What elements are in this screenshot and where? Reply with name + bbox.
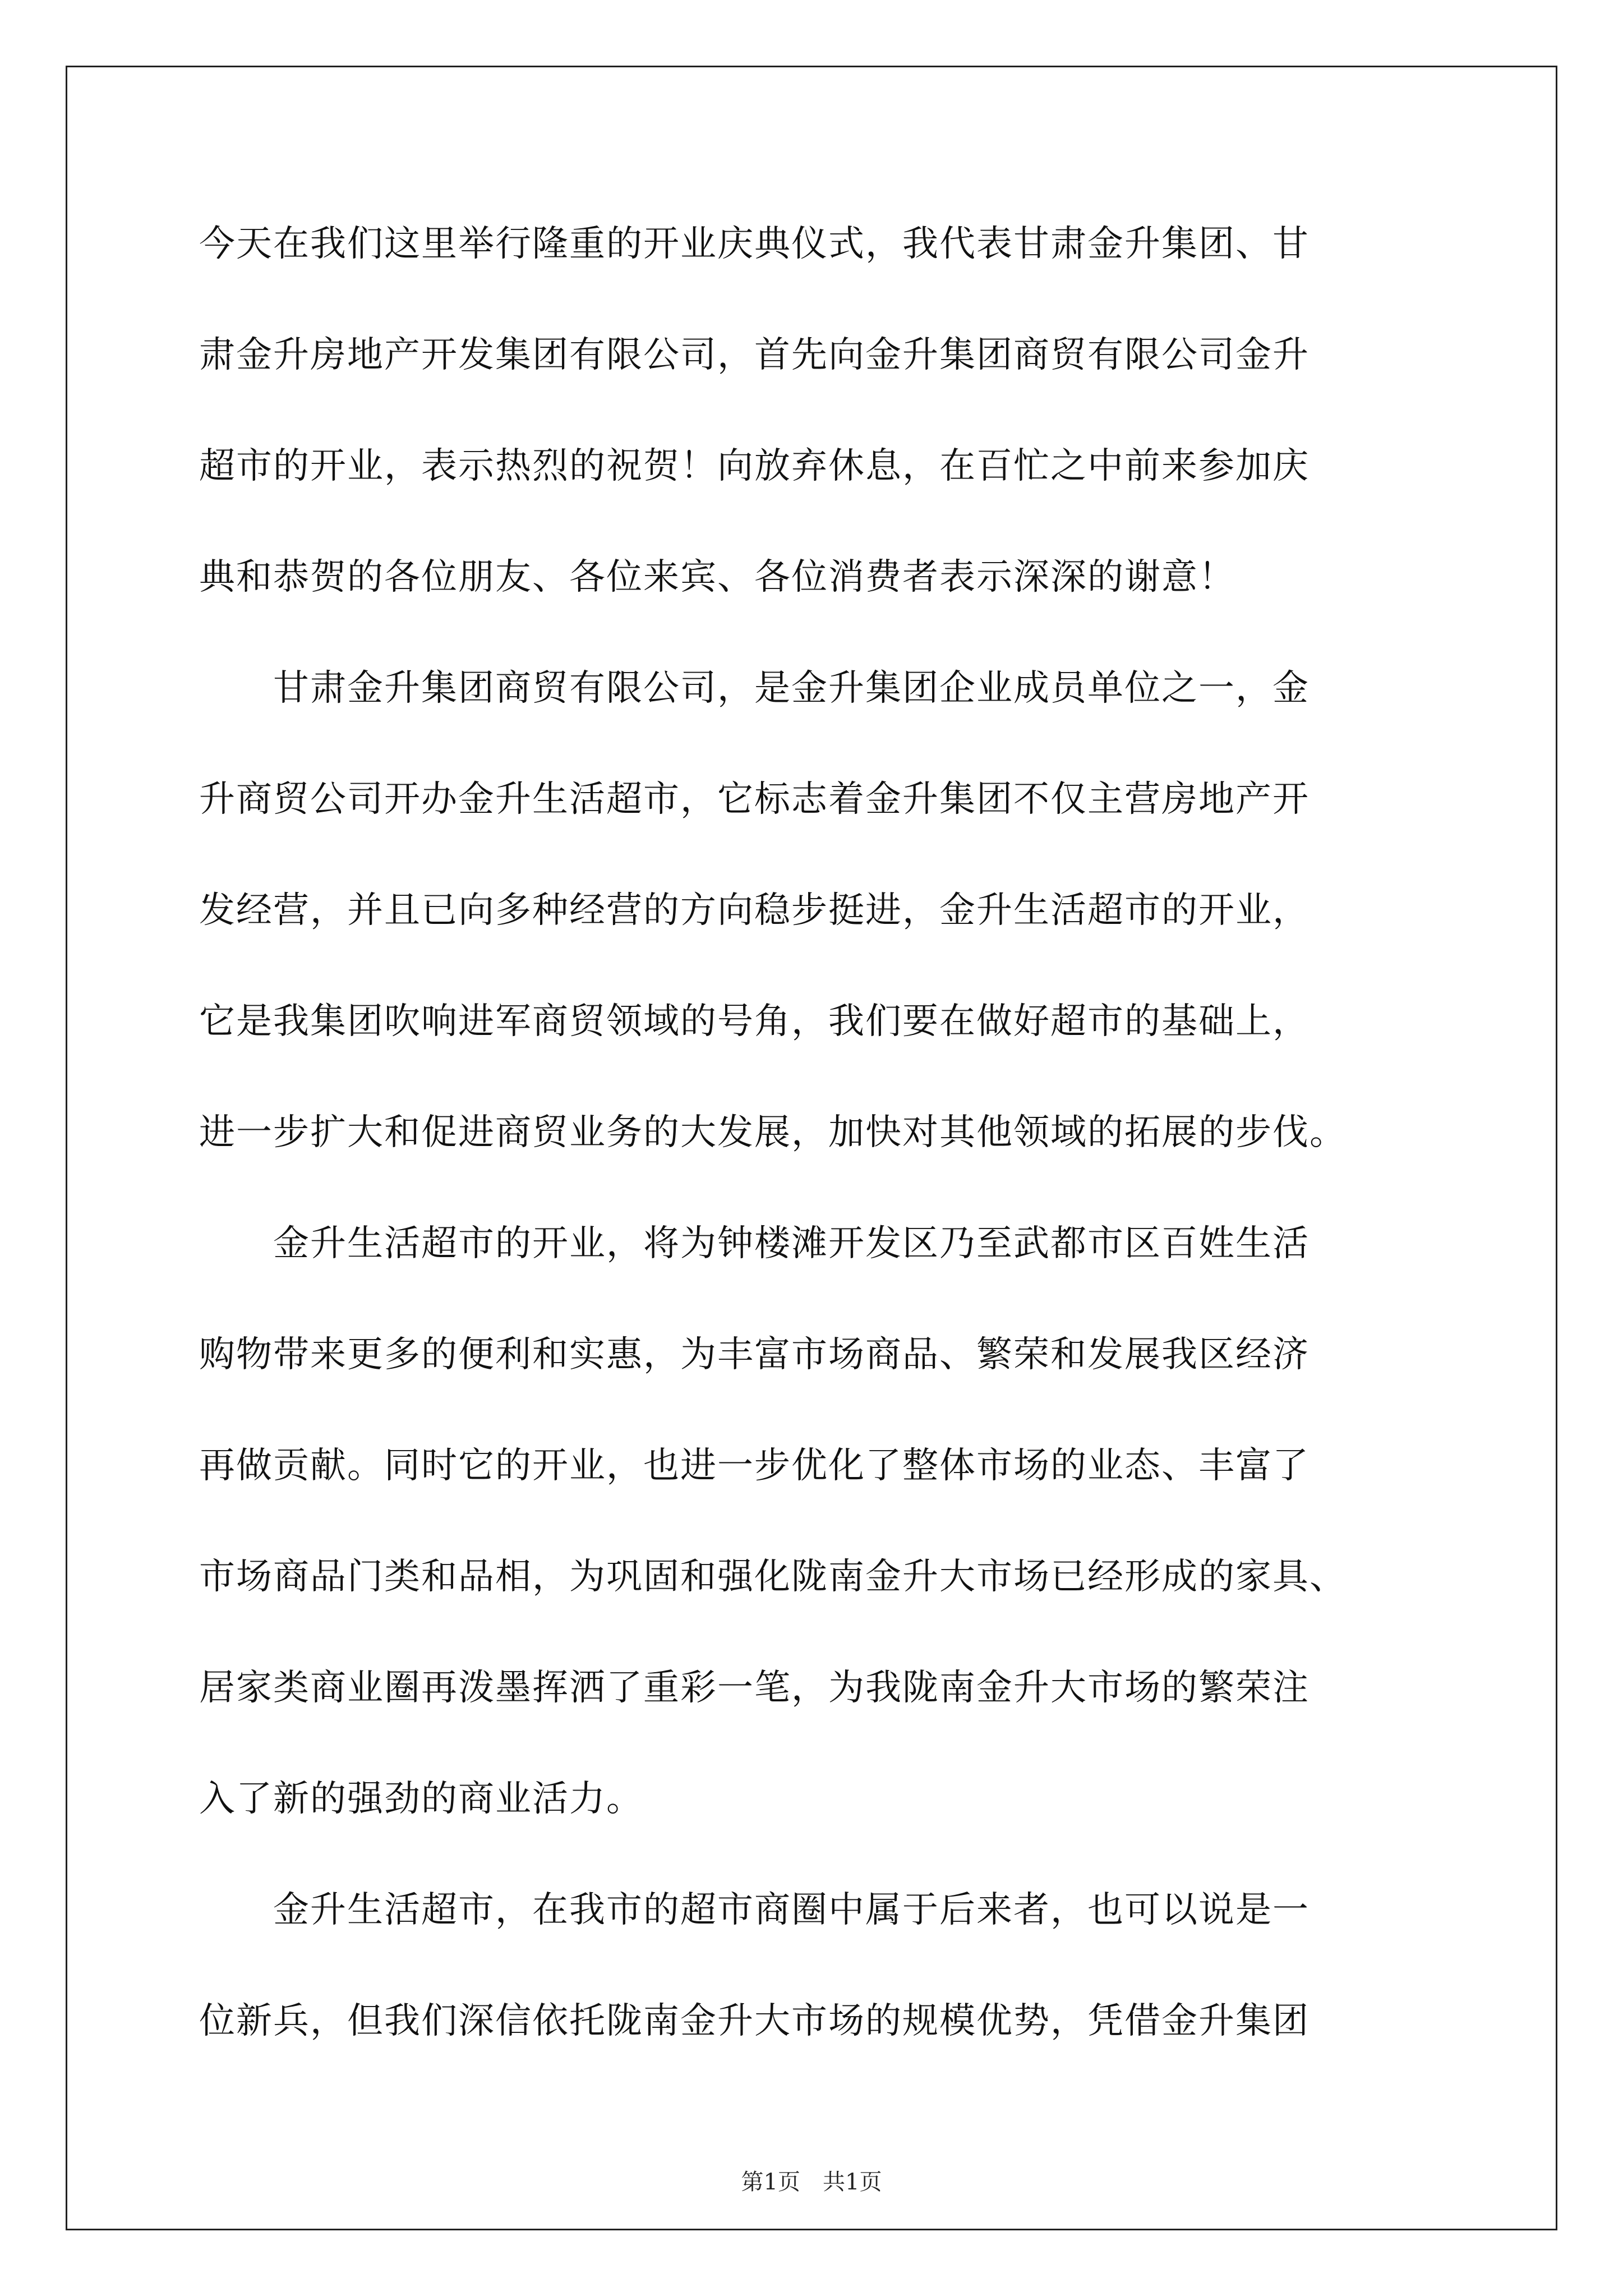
text-line: 它是我集团吹响进军商贸领域的号角，我们要在做好超市的基础上， bbox=[199, 1001, 1310, 1042]
text-line: 金升生活超市的开业，将为钟楼滩开发区乃至武都市区百姓生活 bbox=[199, 1223, 1310, 1264]
text-line: 进一步扩大和促进商贸业务的大发展，加快对其他领域的拓展的步伐。 bbox=[199, 1112, 1347, 1153]
text-line: 购物带来更多的便利和实惠，为丰富市场商品、繁荣和发展我区经济 bbox=[199, 1334, 1310, 1375]
text-line: 今天在我们这里举行隆重的开业庆典仪式，我代表甘肃金升集团、甘 bbox=[199, 223, 1310, 265]
text-line: 肃金升房地产开发集团有限公司，首先向金升集团商贸有限公司金升 bbox=[199, 334, 1310, 376]
text-line: 发经营，并且已向多种经营的方向稳步挺进，金升生活超市的开业， bbox=[199, 890, 1310, 931]
text-line: 再做贡献。同时它的开业，也进一步优化了整体市场的业态、丰富了 bbox=[199, 1445, 1310, 1487]
text-line: 金升生活超市，在我市的超市商圈中属于后来者，也可以说是一 bbox=[199, 1889, 1310, 1931]
text-line: 入了新的强劲的商业活力。 bbox=[199, 1778, 643, 1820]
text-line: 典和恭贺的各位朋友、各位来宾、各位消费者表示深深的谢意！ bbox=[199, 556, 1235, 598]
text-line: 甘肃金升集团商贸有限公司，是金升集团企业成员单位之一，金 bbox=[199, 668, 1310, 709]
text-line: 升商贸公司开办金升生活超市，它标志着金升集团不仅主营房地产开 bbox=[199, 779, 1310, 820]
text-line: 超市的开业，表示热烈的祝贺！向放弃休息，在百忙之中前来参加庆 bbox=[199, 445, 1310, 487]
document-body bbox=[199, 216, 1489, 2104]
text-line: 居家类商业圈再泼墨挥洒了重彩一笔，为我陇南金升大市场的繁荣注 bbox=[199, 1667, 1310, 1709]
text-line: 位新兵，但我们深信依托陇南金升大市场的规模优势，凭借金升集团 bbox=[199, 2000, 1310, 2042]
page-footer: 第1页 共1页 bbox=[741, 2169, 882, 2195]
text-line: 市场商品门类和品相，为巩固和强化陇南金升大市场已经形成的家具、 bbox=[199, 1556, 1347, 1598]
